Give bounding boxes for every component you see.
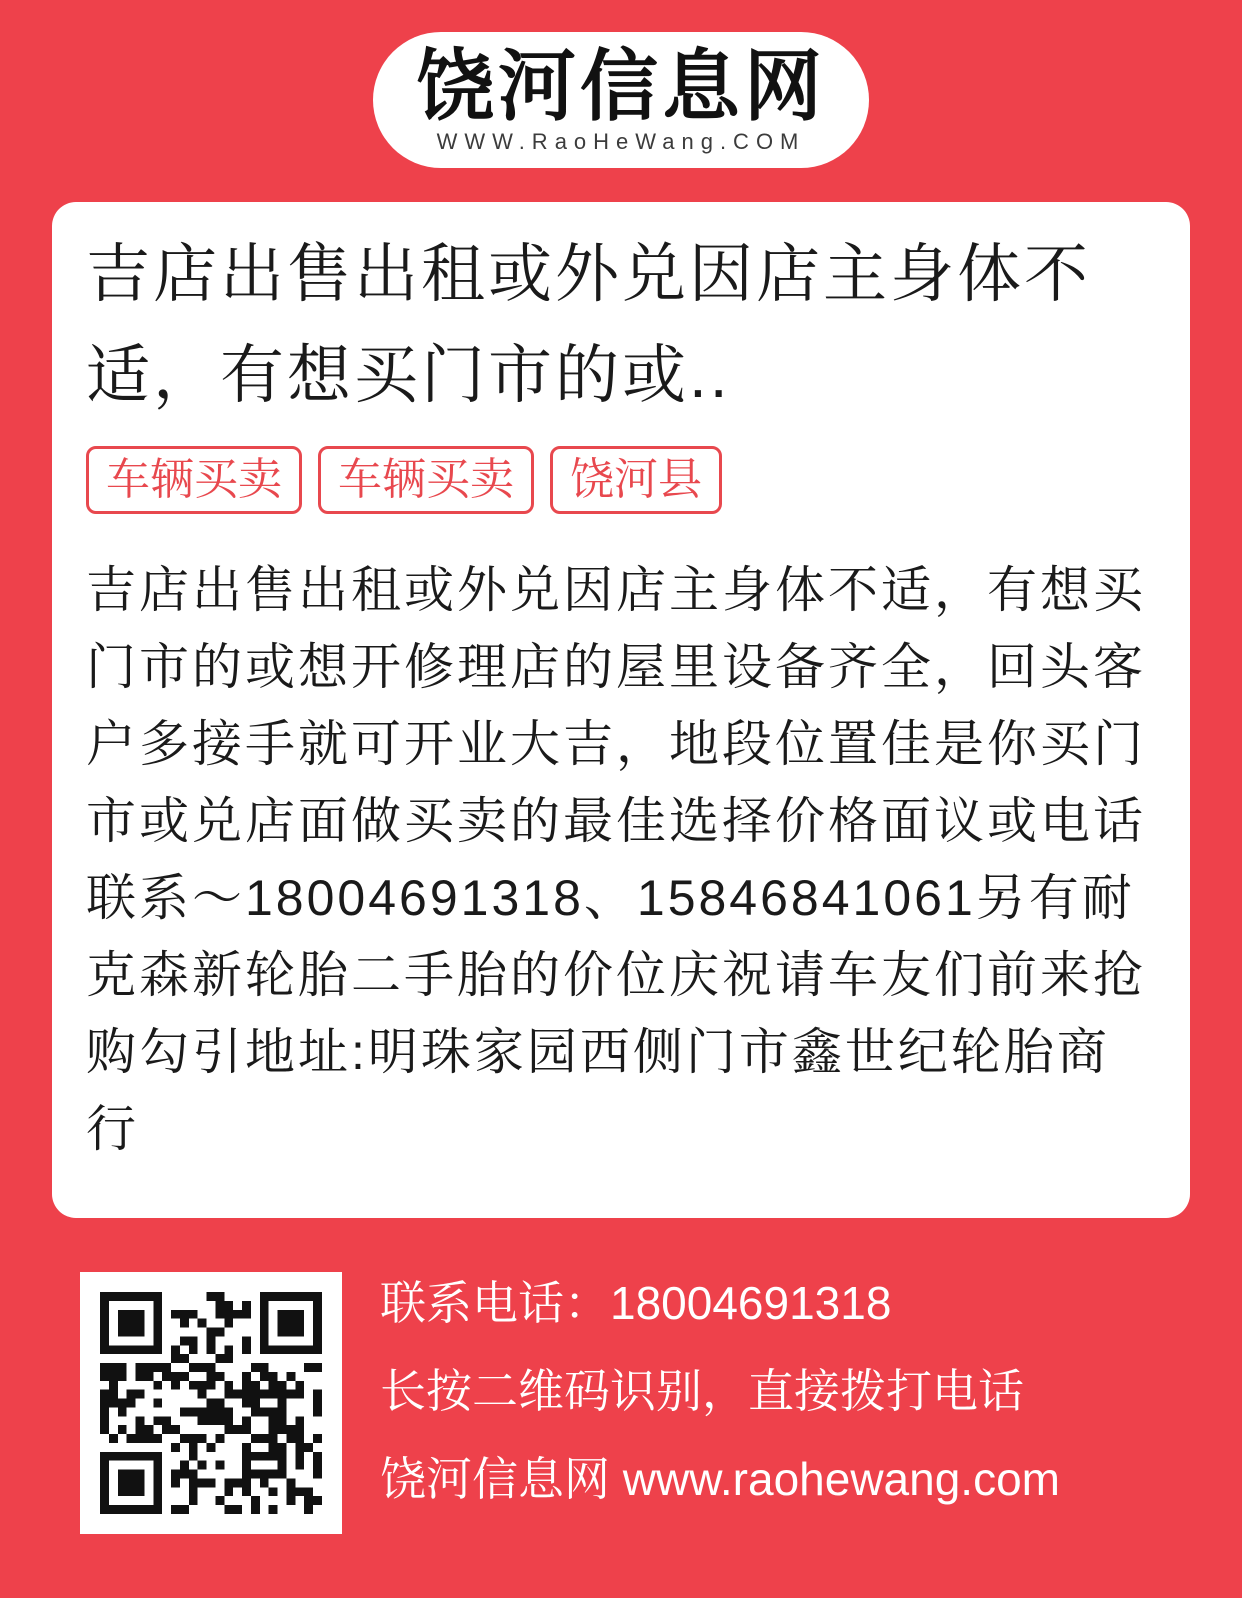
- qr-code-svg: [100, 1292, 322, 1514]
- qr-code[interactable]: [80, 1272, 342, 1534]
- tag-region[interactable]: 饶河县: [550, 446, 722, 514]
- site-logo-subtitle: WWW.RaoHeWang.COM: [436, 129, 806, 154]
- article-card: [52, 202, 1190, 1218]
- qr-hint: 长按二维码识别，直接拨打电话: [380, 1365, 1024, 1417]
- contact-text: [380, 1272, 1060, 1506]
- contact-phone: 联系电话：18004691318: [380, 1277, 892, 1329]
- article-title: 吉店出售出租或外兑因店主身体不适，有想买门市的或..: [86, 238, 1091, 411]
- site-url: 饶河信息网 www.raohewang.com: [380, 1453, 1060, 1505]
- tag-category-1[interactable]: 车辆买卖: [86, 446, 302, 514]
- tag-list: [86, 446, 1156, 514]
- site-logo-title: 饶河信息网: [415, 42, 826, 130]
- site-logo: [373, 32, 869, 168]
- article-body: 吉店出售出租或外兑因店主身体不适，有想买门市的或想开修理店的屋里设备齐全，回头客户多接手就可开业大吉，地段位置佳是你买门市或兑店面做买卖的最佳选择价格面议或电话联系～18004691318、15846841061另有耐克森新轮胎二手胎的价位庆祝请车友们前来抢购勾引地址:明珠家园西侧门市鑫世纪轮胎商行: [86, 562, 1146, 1157]
- tag-category-2[interactable]: 车辆买卖: [318, 446, 534, 514]
- contact-footer: [80, 1272, 1060, 1534]
